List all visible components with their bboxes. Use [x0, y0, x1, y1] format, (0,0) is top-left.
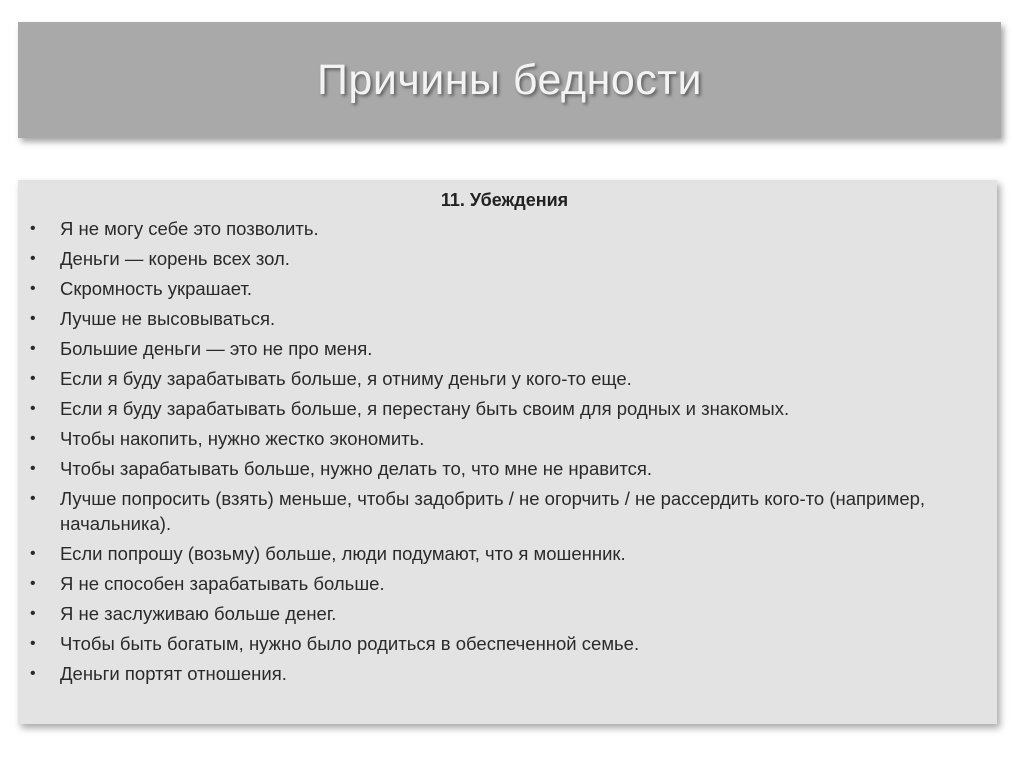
- bullet-icon: •: [30, 575, 36, 592]
- list-item-text: Чтобы зарабатывать больше, нужно делать то, что мне не нравится.: [60, 458, 653, 479]
- list-item-text: Если я буду зарабатывать больше, я перестану быть своим для родных и знакомых.: [60, 398, 790, 419]
- bullet-icon: •: [30, 545, 36, 562]
- list-item: [30, 306, 979, 331]
- list-item: [30, 601, 979, 626]
- list-item: [30, 571, 979, 596]
- section-heading: 11. Убеждения: [440, 190, 569, 210]
- list-item: [30, 396, 979, 421]
- list-item-text: Чтобы быть богатым, нужно было родиться в обеспеченной семье.: [60, 633, 640, 654]
- list-item: [30, 486, 979, 536]
- list-item-text: Если я буду зарабатывать больше, я отниму деньги у кого-то еще.: [60, 368, 632, 389]
- list-item-text: Чтобы накопить, нужно жестко экономить.: [60, 428, 425, 449]
- list-item: [30, 631, 979, 656]
- list-item-text: Я не могу себе это позволить.: [60, 218, 319, 239]
- bullet-icon: •: [30, 280, 36, 297]
- list-item: [30, 661, 979, 686]
- bullet-icon: •: [30, 340, 36, 357]
- list-item-text: Лучше не высовываться.: [60, 308, 276, 329]
- list-item: [30, 366, 979, 391]
- bullet-icon: •: [30, 490, 36, 507]
- list-item-text: Лучше попросить (взять) меньше, чтобы задобрить / не огорчить / не рассердить кого-то (например, начальника).: [60, 488, 926, 534]
- title-bar: [18, 22, 1001, 138]
- list-item-text: Если попрошу (возьму) больше, люди подумают, что я мошенник.: [60, 543, 626, 564]
- list-item-text: Деньги портят отношения.: [60, 663, 287, 684]
- bullet-icon: •: [30, 220, 36, 237]
- list-item-text: Деньги — корень всех зол.: [60, 248, 290, 269]
- bullet-icon: •: [30, 430, 36, 447]
- bullet-icon: •: [30, 370, 36, 387]
- list-item: [30, 426, 979, 451]
- content-box: [18, 180, 997, 724]
- list-item-text: Скромность украшает.: [60, 278, 253, 299]
- list-item: [30, 336, 979, 361]
- list-item-text: Я не заслуживаю больше денег.: [60, 603, 337, 624]
- slide-title: Причины бедности: [317, 55, 702, 104]
- list-item: [30, 276, 979, 301]
- list-item: [30, 456, 979, 481]
- list-item-text: Большие деньги — это не про меня.: [60, 338, 373, 359]
- bullet-list: [30, 216, 979, 686]
- bullet-icon: •: [30, 400, 36, 417]
- list-item-text: Я не способен зарабатывать больше.: [60, 573, 385, 594]
- list-item: [30, 216, 979, 241]
- bullet-icon: •: [30, 635, 36, 652]
- bullet-icon: •: [30, 665, 36, 682]
- bullet-icon: •: [30, 605, 36, 622]
- bullet-icon: •: [30, 250, 36, 267]
- list-item: [30, 246, 979, 271]
- list-item: [30, 541, 979, 566]
- bullet-icon: •: [30, 460, 36, 477]
- bullet-icon: •: [30, 310, 36, 327]
